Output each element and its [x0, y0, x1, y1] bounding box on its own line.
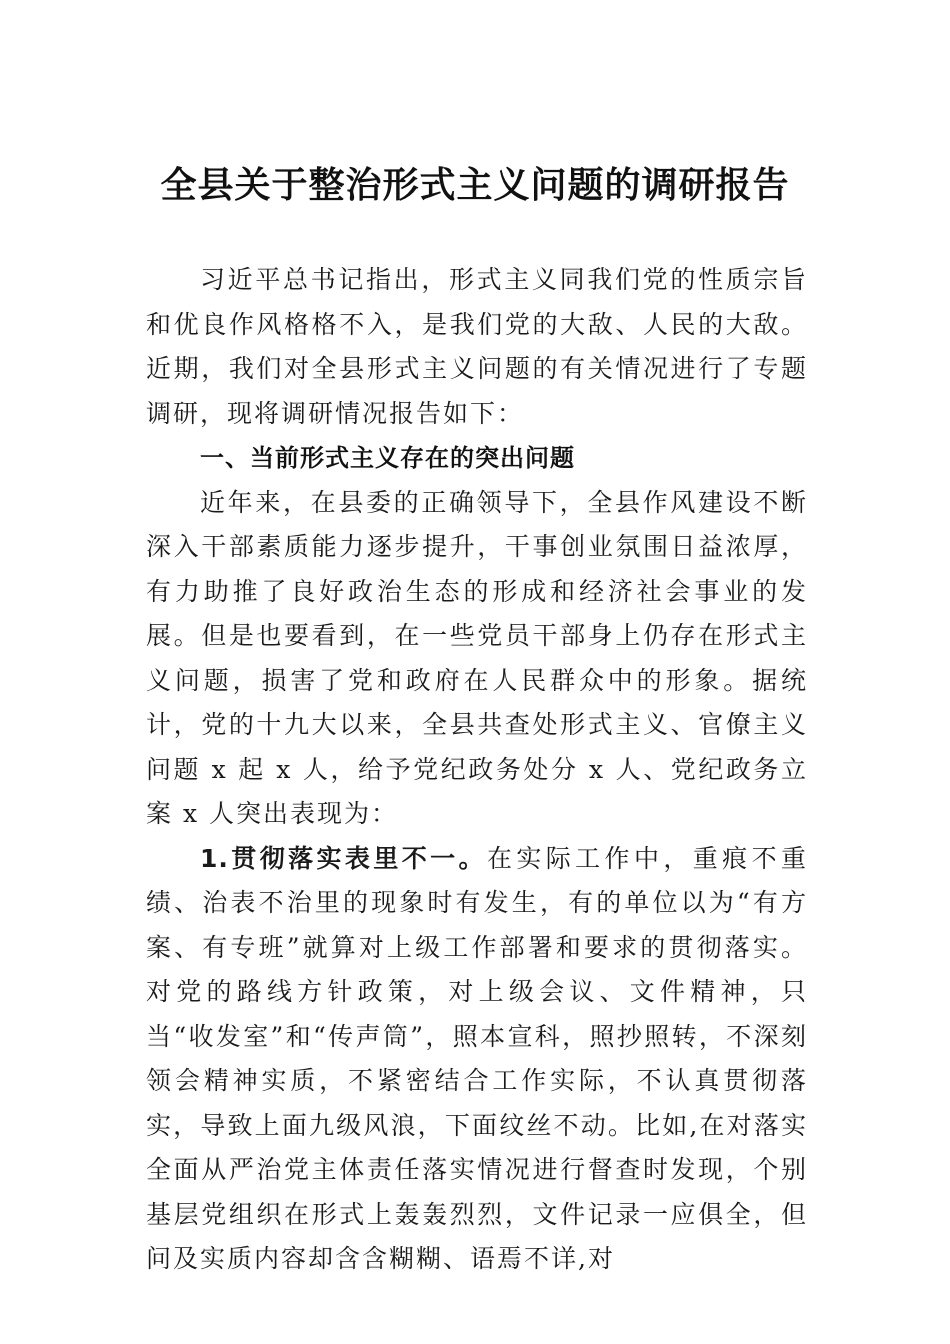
list-item-lead: 1.贯彻落实表里不一。	[200, 843, 487, 873]
section-heading: 一、当前形式主义存在的突出问题	[200, 444, 575, 472]
document-title: 全县关于整治形式主义问题的调研报告	[160, 164, 790, 206]
intro-paragraph: 习近平总书记指出，形式主义同我们党的性质宗旨和优良作风格格不入，是我们党的大敌、人民的大敌。近期，我们对全县形式主义问题的有关情况进行了专题调研，现将调研情况报告如下：	[146, 265, 808, 428]
list-item-paragraph	[146, 837, 808, 1282]
section-paragraph: 近年来，在县委的正确领导下，全县作风建设不断深入干部素质能力逐步提升，干事创业氛围日益浓厚，有力助推了良好政治生态的形成和经济社会事业的发展。但是也要看到，在一些党员干部身上仍存在形式主义问题，损害了党和政府在人民群众中的形象。据统计，党的十九大以来，全县共查处形式主义、官僚主义问题 x 起 x 人，给予党纪政务处分 x 人、党纪政务立案 x 人突出表现为：	[146, 487, 808, 828]
list-item-text: 在实际工作中，重痕不重绩、治表不治里的现象时有发生，有的单位以为“有方案、有专班”就算对上级工作部署和要求的贯彻落实。对党的路线方针政策，对上级会议、文件精神，只当“收发室”和“传声筒”，照本宣科，照抄照转，不深刻领会精神实质，不紧密结合工作实际，不认真贯彻落实，导致上面九级风浪，下面纹丝不动。比如,在对落实全面从严治党主体责任落实情况进行督查时发现，个别基层党组织在形式上轰轰烈烈，文件记录一应俱全，但问及实质内容却含含糊糊、语焉不详,对	[146, 843, 808, 1273]
document-body	[146, 258, 808, 1282]
